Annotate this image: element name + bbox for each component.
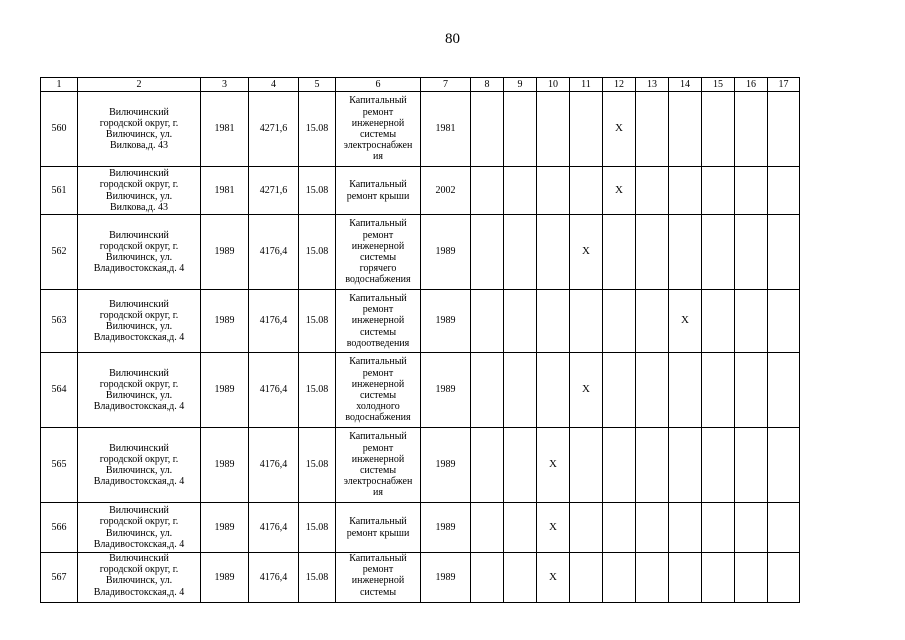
empty-cell xyxy=(636,215,669,290)
column-header: 11 xyxy=(570,78,603,92)
code-cell: 15.08 xyxy=(299,503,336,553)
build-year-cell: 1989 xyxy=(201,503,249,553)
empty-cell xyxy=(537,167,570,215)
empty-cell xyxy=(471,353,504,428)
empty-cell xyxy=(603,428,636,503)
table-row xyxy=(41,167,800,215)
mark-cell: Х xyxy=(570,215,603,290)
last-repair-year-cell: 1989 xyxy=(421,353,471,428)
empty-cell xyxy=(636,428,669,503)
column-header: 15 xyxy=(702,78,735,92)
address-cell: Вилючинский городской округ, г. Вилючинск, ул. Вилкова,д. 43 xyxy=(78,167,201,215)
code-cell: 15.08 xyxy=(299,290,336,353)
work-type-cell: Капитальный ремонт крыши xyxy=(336,167,421,215)
code-cell: 15.08 xyxy=(299,92,336,167)
address-cell: Вилючинский городской округ, г. Вилючинск, ул. Владивостокская,д. 4 xyxy=(78,353,201,428)
build-year-cell: 1981 xyxy=(201,92,249,167)
area-cell: 4176,4 xyxy=(249,553,299,603)
last-repair-year-cell: 1989 xyxy=(421,503,471,553)
work-type-cell: Капитальный ремонт инженерной системы xyxy=(336,553,421,603)
row-number-cell: 560 xyxy=(41,92,78,167)
last-repair-year-cell: 1981 xyxy=(421,92,471,167)
empty-cell xyxy=(537,353,570,428)
mark-cell: Х xyxy=(537,503,570,553)
address-cell: Вилючинский городской округ, г. Вилючинск, ул. Владивостокская,д. 4 xyxy=(78,215,201,290)
build-year-cell: 1989 xyxy=(201,553,249,603)
empty-cell xyxy=(768,167,800,215)
area-cell: 4176,4 xyxy=(249,290,299,353)
empty-cell xyxy=(603,290,636,353)
empty-cell xyxy=(603,503,636,553)
address-cell: Вилючинский городской округ, г. Вилючинск, ул. Вилкова,д. 43 xyxy=(78,92,201,167)
empty-cell xyxy=(636,290,669,353)
mark-cell: Х xyxy=(537,553,570,603)
column-header: 14 xyxy=(669,78,702,92)
empty-cell xyxy=(768,353,800,428)
column-header: 17 xyxy=(768,78,800,92)
last-repair-year-cell: 1989 xyxy=(421,290,471,353)
row-number-cell: 562 xyxy=(41,215,78,290)
empty-cell xyxy=(636,553,669,603)
empty-cell xyxy=(636,167,669,215)
column-header: 6 xyxy=(336,78,421,92)
empty-cell xyxy=(504,428,537,503)
empty-cell xyxy=(471,553,504,603)
empty-cell xyxy=(669,92,702,167)
empty-cell xyxy=(636,92,669,167)
empty-cell xyxy=(504,553,537,603)
empty-cell xyxy=(504,353,537,428)
column-header: 1 xyxy=(41,78,78,92)
empty-cell xyxy=(669,353,702,428)
empty-cell xyxy=(570,428,603,503)
empty-cell xyxy=(570,553,603,603)
empty-cell xyxy=(768,92,800,167)
column-header: 16 xyxy=(735,78,768,92)
work-type-cell: Капитальный ремонт инженерной системы горячего водоснабжения xyxy=(336,215,421,290)
empty-cell xyxy=(603,553,636,603)
area-cell: 4271,6 xyxy=(249,92,299,167)
column-header: 5 xyxy=(299,78,336,92)
empty-cell xyxy=(471,428,504,503)
empty-cell xyxy=(669,503,702,553)
build-year-cell: 1989 xyxy=(201,353,249,428)
empty-cell xyxy=(702,553,735,603)
empty-cell xyxy=(735,92,768,167)
empty-cell xyxy=(636,353,669,428)
code-cell: 15.08 xyxy=(299,553,336,603)
empty-cell xyxy=(768,428,800,503)
build-year-cell: 1989 xyxy=(201,290,249,353)
empty-cell xyxy=(504,290,537,353)
empty-cell xyxy=(669,215,702,290)
table-row xyxy=(41,553,800,603)
column-header: 4 xyxy=(249,78,299,92)
area-cell: 4176,4 xyxy=(249,215,299,290)
column-header: 12 xyxy=(603,78,636,92)
code-cell: 15.08 xyxy=(299,428,336,503)
table-row xyxy=(41,428,800,503)
empty-cell xyxy=(702,503,735,553)
empty-cell xyxy=(735,215,768,290)
last-repair-year-cell: 1989 xyxy=(421,428,471,503)
empty-cell xyxy=(471,503,504,553)
empty-cell xyxy=(735,290,768,353)
header-row xyxy=(41,78,800,92)
work-type-cell: Капитальный ремонт инженерной системы электроснабжен ия xyxy=(336,92,421,167)
empty-cell xyxy=(735,167,768,215)
table-row xyxy=(41,215,800,290)
empty-cell xyxy=(768,290,800,353)
work-type-cell: Капитальный ремонт инженерной системы электроснабжен ия xyxy=(336,428,421,503)
empty-cell xyxy=(702,167,735,215)
table-body xyxy=(41,78,800,603)
empty-cell xyxy=(735,503,768,553)
row-number-cell: 566 xyxy=(41,503,78,553)
repair-register-table xyxy=(40,77,800,603)
empty-cell xyxy=(702,215,735,290)
empty-cell xyxy=(768,215,800,290)
column-header: 2 xyxy=(78,78,201,92)
empty-cell xyxy=(702,92,735,167)
empty-cell xyxy=(735,553,768,603)
empty-cell xyxy=(471,215,504,290)
page-number: 80 xyxy=(445,31,460,47)
empty-cell xyxy=(570,503,603,553)
row-number-cell: 563 xyxy=(41,290,78,353)
row-number-cell: 561 xyxy=(41,167,78,215)
area-cell: 4176,4 xyxy=(249,503,299,553)
empty-cell xyxy=(603,215,636,290)
column-header: 13 xyxy=(636,78,669,92)
empty-cell xyxy=(636,503,669,553)
code-cell: 15.08 xyxy=(299,353,336,428)
empty-cell xyxy=(702,290,735,353)
row-number-cell: 564 xyxy=(41,353,78,428)
column-header: 3 xyxy=(201,78,249,92)
work-type-cell: Капитальный ремонт инженерной системы холодного водоснабжения xyxy=(336,353,421,428)
build-year-cell: 1989 xyxy=(201,215,249,290)
work-type-cell: Капитальный ремонт крыши xyxy=(336,503,421,553)
mark-cell: Х xyxy=(669,290,702,353)
last-repair-year-cell: 1989 xyxy=(421,215,471,290)
mark-cell: Х xyxy=(570,353,603,428)
row-number-cell: 567 xyxy=(41,553,78,603)
empty-cell xyxy=(537,290,570,353)
empty-cell xyxy=(570,167,603,215)
empty-cell xyxy=(768,503,800,553)
empty-cell xyxy=(504,92,537,167)
mark-cell: Х xyxy=(603,92,636,167)
column-header: 8 xyxy=(471,78,504,92)
address-cell: Вилючинский городской округ, г. Вилючинск, ул. Владивостокская,д. 4 xyxy=(78,290,201,353)
table-row xyxy=(41,290,800,353)
table-row xyxy=(41,503,800,553)
last-repair-year-cell: 1989 xyxy=(421,553,471,603)
address-cell: Вилючинский городской округ, г. Вилючинск, ул. Владивостокская,д. 4 xyxy=(78,553,201,603)
empty-cell xyxy=(504,167,537,215)
area-cell: 4176,4 xyxy=(249,353,299,428)
build-year-cell: 1989 xyxy=(201,428,249,503)
empty-cell xyxy=(669,167,702,215)
empty-cell xyxy=(570,92,603,167)
empty-cell xyxy=(504,503,537,553)
empty-cell xyxy=(504,215,537,290)
area-cell: 4271,6 xyxy=(249,167,299,215)
empty-cell xyxy=(471,92,504,167)
table-row xyxy=(41,92,800,167)
column-header: 9 xyxy=(504,78,537,92)
empty-cell xyxy=(603,353,636,428)
row-number-cell: 565 xyxy=(41,428,78,503)
empty-cell xyxy=(537,92,570,167)
work-type-cell: Капитальный ремонт инженерной системы водоотведения xyxy=(336,290,421,353)
code-cell: 15.08 xyxy=(299,215,336,290)
empty-cell xyxy=(471,290,504,353)
empty-cell xyxy=(702,428,735,503)
column-header: 10 xyxy=(537,78,570,92)
table-row xyxy=(41,353,800,428)
column-header: 7 xyxy=(421,78,471,92)
last-repair-year-cell: 2002 xyxy=(421,167,471,215)
empty-cell xyxy=(537,215,570,290)
code-cell: 15.08 xyxy=(299,167,336,215)
address-cell: Вилючинский городской округ, г. Вилючинск, ул. Владивостокская,д. 4 xyxy=(78,428,201,503)
address-cell: Вилючинский городской округ, г. Вилючинск, ул. Владивостокская,д. 4 xyxy=(78,503,201,553)
build-year-cell: 1981 xyxy=(201,167,249,215)
mark-cell: Х xyxy=(537,428,570,503)
empty-cell xyxy=(669,553,702,603)
empty-cell xyxy=(702,353,735,428)
area-cell: 4176,4 xyxy=(249,428,299,503)
empty-cell xyxy=(669,428,702,503)
empty-cell xyxy=(735,428,768,503)
mark-cell: Х xyxy=(603,167,636,215)
empty-cell xyxy=(735,353,768,428)
empty-cell xyxy=(768,553,800,603)
empty-cell xyxy=(570,290,603,353)
empty-cell xyxy=(471,167,504,215)
